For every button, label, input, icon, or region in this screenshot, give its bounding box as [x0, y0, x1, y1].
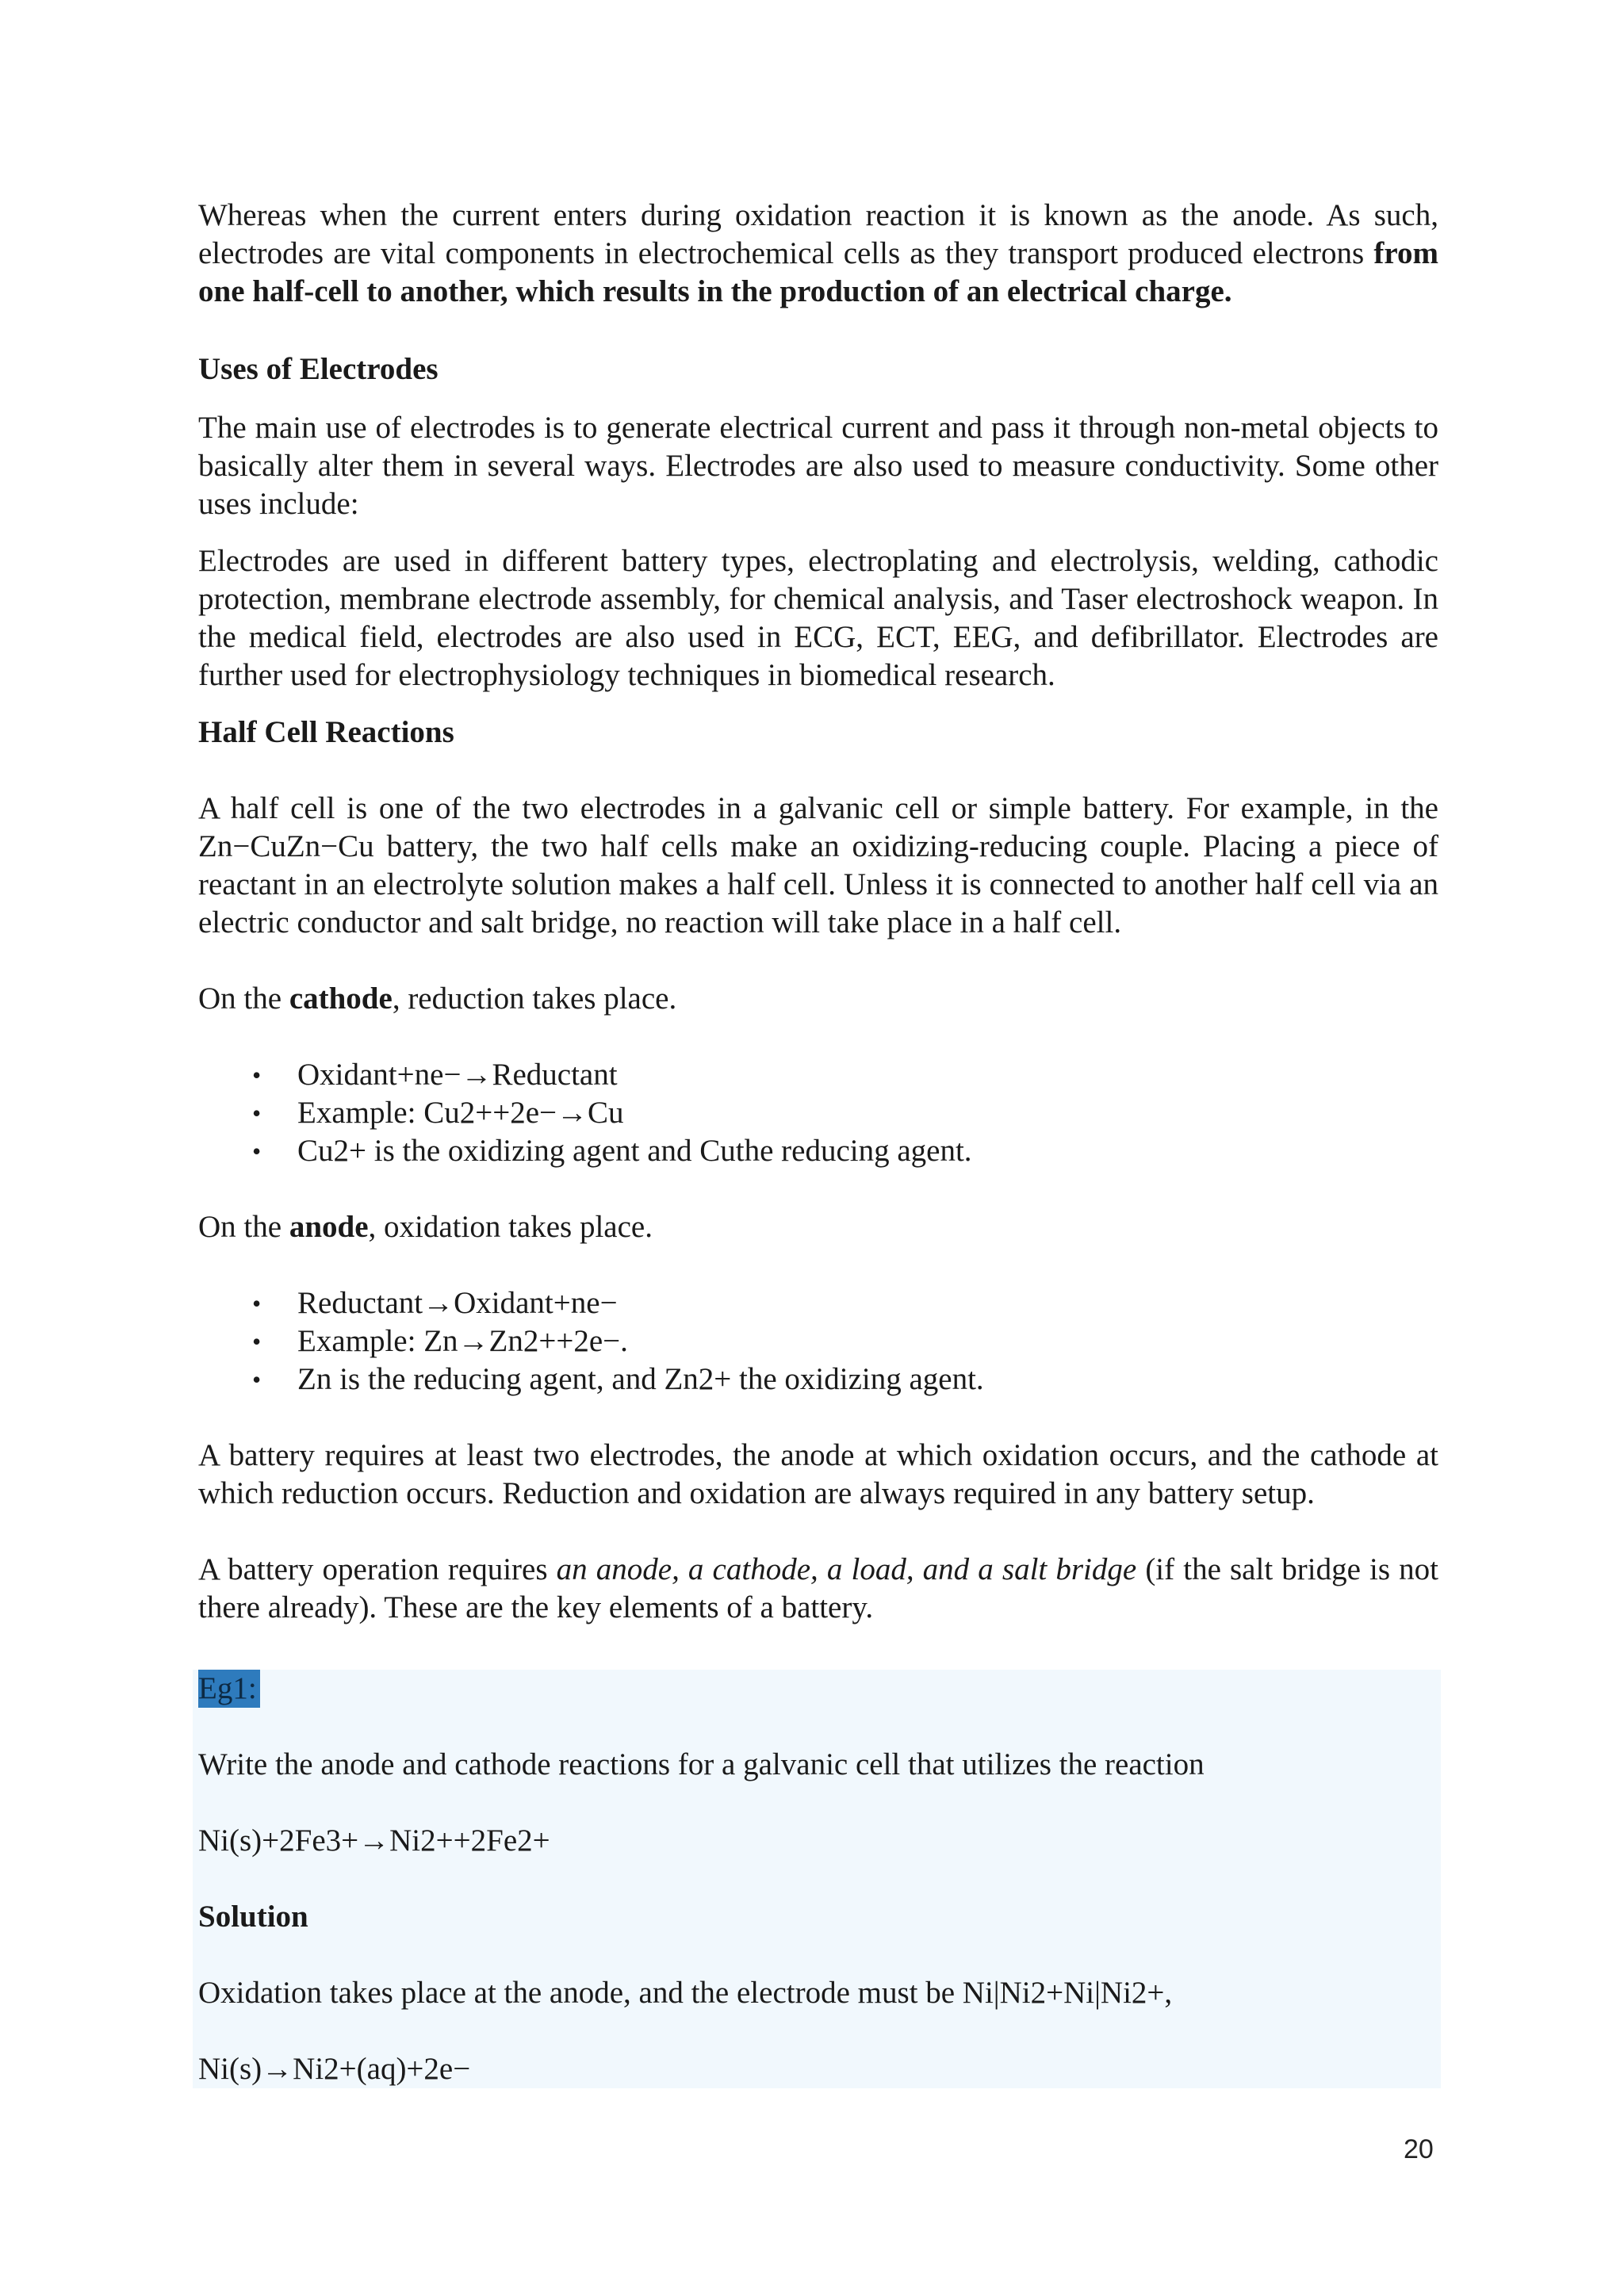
solution-equation: Ni(s)→Ni2+(aq)+2e−: [198, 2052, 471, 2086]
document-body: [198, 197, 1438, 1627]
half-cell-heading: Half Cell Reactions: [198, 715, 454, 749]
example-question: Write the anode and cathode reactions for a galvanic cell that utilizes the reaction: [198, 1747, 1205, 1781]
anode-list: [198, 1284, 1438, 1399]
list-item: • Cu2+ is the oxidizing agent and Cuthe reducing agent.: [198, 1132, 1438, 1170]
solution-heading: Solution: [198, 1900, 308, 1934]
cathode-intro: On the cathode, reduction takes place.: [198, 982, 677, 1016]
example-label: Eg1:: [198, 1670, 260, 1708]
uses-heading: Uses of Electrodes: [198, 352, 439, 386]
list-item: • Zn is the reducing agent, and Zn2+ the oxidizing agent.: [198, 1360, 1438, 1399]
cathode-list: [198, 1056, 1438, 1170]
list-item: • Oxidant+ne−→Reductant: [198, 1056, 1438, 1094]
list-item: • Example: Zn→Zn2++2e−.: [198, 1322, 1438, 1360]
list-item: • Example: Cu2++2e−→Cu: [198, 1094, 1438, 1132]
page-number: 20: [1404, 2134, 1434, 2164]
intro-paragraph: Whereas when the current enters during oxidation reaction it is known as the anode. As such, electrodes are vital components in electrochemical cells as they transport produced electrons from one half-cell to another, which results in the production of an electrical charge.: [198, 198, 1439, 308]
battery-paragraph-1: A battery requires at least two electrodes, the anode at which oxidation occurs, and the cathode at which reduction occurs. Reduction and oxidation are always required in any battery setup.: [198, 1438, 1438, 1510]
uses-paragraph-1: The main use of electrodes is to generate electrical current and pass it through non-metal objects to basically alter them in several ways. Electrodes are also used to measure conductivity. Some other uses include:: [198, 411, 1438, 521]
half-cell-paragraph: A half cell is one of the two electrodes in a galvanic cell or simple battery. For example, in the Zn−CuZn−Cu battery, the two half cells make an oxidizing-reducing couple. Placing a piece of reactant in an electrolyte solution makes a half cell. Unless it is connected to another half cell via an electric conductor and salt bridge, no reaction will take place in a half cell.: [198, 791, 1438, 939]
solution-paragraph: Oxidation takes place at the anode, and the electrode must be Ni|Ni2+Ni|Ni2+,: [198, 1976, 1173, 2010]
anode-intro: On the anode, oxidation takes place.: [198, 1210, 653, 1244]
example-content: [198, 1670, 1438, 2088]
example-reaction: Ni(s)+2Fe3+→Ni2++2Fe2+: [198, 1823, 550, 1858]
intro-bold-text: from one half-cell to another, which results in the production of an electrical charge.: [198, 236, 1439, 308]
list-item: • Reductant→Oxidant+ne−: [198, 1284, 1438, 1322]
uses-paragraph-2: Electrodes are used in different battery types, electroplating and electrolysis, welding, cathodic protection, membrane electrode assembly, for chemical analysis, and Taser electroshock weapon. In the medical field, electrodes are also used in ECG, ECT, EEG, and defibrillator. Electrodes are further used for electrophysiology techniques in biomedical research.: [198, 544, 1438, 692]
battery-paragraph-2: A battery operation requires an anode, a cathode, a load, and a salt bridge (if the salt bridge is not there already). These are the key elements of a battery.: [198, 1552, 1438, 1624]
